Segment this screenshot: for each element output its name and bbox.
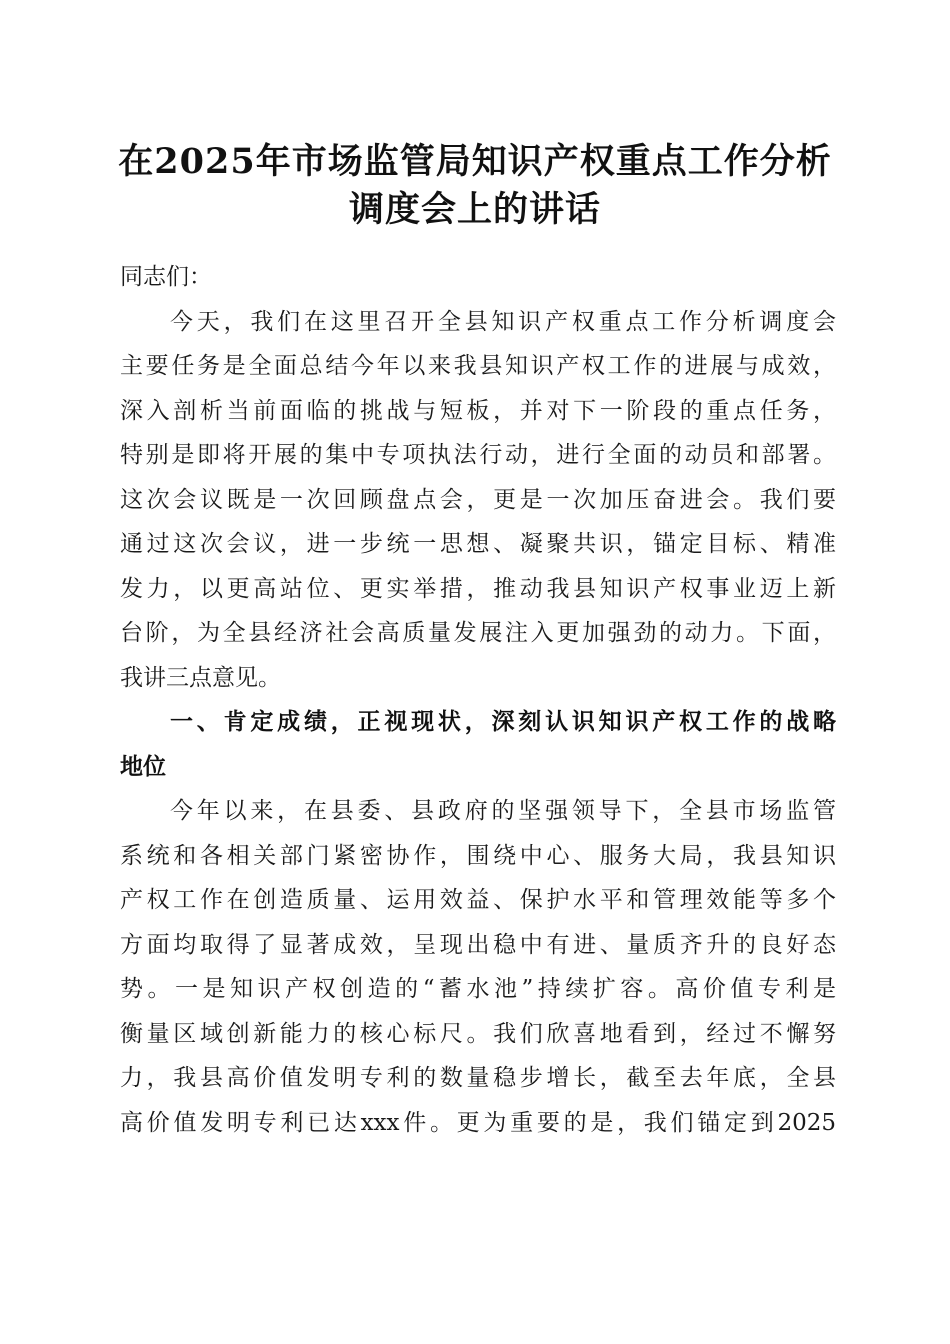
paragraph-line: 力，我县高价值发明专利的数量稳步增长，截至去年底，全县 — [120, 1065, 836, 1091]
paragraph-line: 今年以来，在县委、县政府的坚强领导下，全县市场监管 — [170, 798, 836, 824]
paragraph-line: 这次会议既是一次回顾盘点会，更是一次加压奋进会。我们要 — [120, 486, 836, 513]
title-line-1: 在2025年市场监管局知识产权重点工作分析 — [118, 141, 832, 182]
heading-line: 一、肯定成绩，正视现状，深刻认识知识产权工作的战略 — [170, 709, 836, 735]
heading-line: 地位 — [120, 753, 166, 780]
paragraph-line: 产权工作在创造质量、运用效益、保护水平和管理效能等多个 — [120, 887, 836, 913]
title-line-2: 调度会上的讲话 — [348, 189, 601, 230]
salutation: 同志们： — [120, 264, 212, 290]
paragraph-line: 台阶，为全县经济社会高质量发展注入更加强劲的动力。下面， — [120, 620, 836, 646]
paragraph-line: 方面均取得了显著成效，呈现出稳中有进、量质齐升的良好态 — [120, 931, 836, 958]
paragraph-intro — [120, 300, 836, 701]
paragraph-line: 发力，以更高站位、更实举措，推动我县知识产权事业迈上新 — [120, 575, 836, 602]
document-title — [0, 138, 950, 234]
paragraph-line: 主要任务是全面总结今年以来我县知识产权工作的进展与成效， — [120, 353, 836, 379]
paragraph-line: 高价值发明专利已达xxx件。更为重要的是，我们锚定到2025 — [120, 1109, 836, 1136]
document-body — [120, 255, 836, 1145]
paragraph-line: 特别是即将开展的集中专项执法行动，进行全面的动员和部署。 — [120, 442, 836, 468]
paragraph-line: 系统和各相关部门紧密协作，围绕中心、服务大局，我县知识 — [120, 842, 836, 869]
paragraph-achievements — [120, 789, 836, 1145]
paragraph-line: 通过这次会议，进一步统一思想、凝聚共识，锚定目标、精准 — [120, 531, 836, 557]
paragraph-line: 衡量区域创新能力的核心标尺。我们欣喜地看到，经过不懈努 — [120, 1020, 836, 1047]
paragraph-line: 深入剖析当前面临的挑战与短板，并对下一阶段的重点任务， — [120, 397, 836, 424]
paragraph-line: 今天，我们在这里召开全县知识产权重点工作分析调度会 — [170, 308, 836, 335]
section-heading-1 — [120, 700, 836, 789]
paragraph-line: 我讲三点意见。 — [120, 664, 281, 691]
paragraph-line: 势。一是知识产权创造的“蓄水池”持续扩容。高价值专利是 — [120, 976, 836, 1002]
